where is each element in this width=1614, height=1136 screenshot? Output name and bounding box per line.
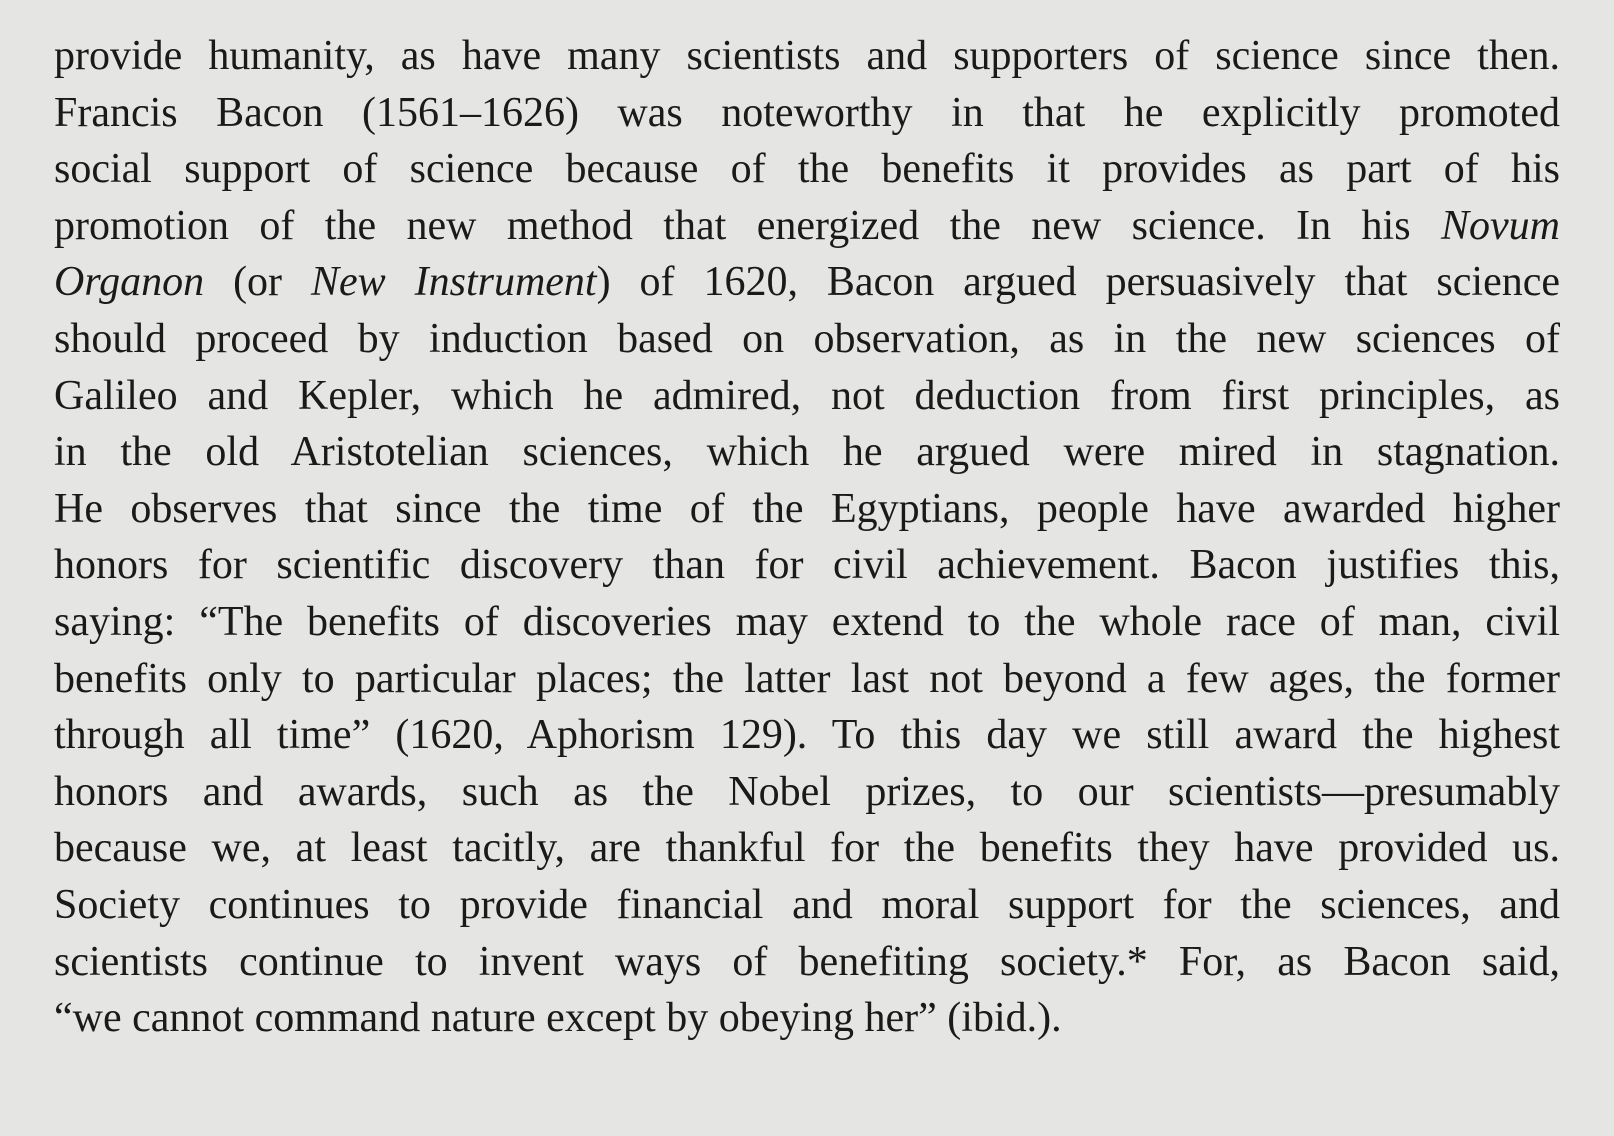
text-line-6: should proceed by induction based on observation, as in the new sciences of [54, 315, 1560, 362]
text-line-13: through all time” (1620, Aphorism 129). To this day we still award the highest [54, 712, 1560, 759]
text-line-17: scientists continue to invent ways of benefiting society.* For, as Bacon said, [54, 938, 1560, 985]
text-line-16: Society continues to provide financial and moral support for the sciences, and [54, 881, 1560, 928]
text-line-8: in the old Aristotelian sciences, which he argued were mired in stagnation. [54, 429, 1560, 476]
text-line-15: because we, at least tacitly, are thankful for the benefits they have provided us. [54, 825, 1560, 872]
text-line-2: Francis Bacon (1561–1626) was noteworthy in that he explicitly promoted [54, 89, 1560, 136]
text-line-1: provide humanity, as have many scientists and supporters of science since then. [54, 33, 1560, 79]
text-line-14: honors and awards, such as the Nobel prizes, to our scientists—presumably [54, 768, 1560, 815]
text-line-5: Organon (or New Instrument) of 1620, Bacon argued persuasively that science [54, 259, 1561, 306]
text-line-11: saying: “The benefits of discoveries may extend to the whole race of man, civil [54, 598, 1560, 645]
text-line-3: social support of science because of the benefits it provides as part of his [54, 146, 1560, 193]
italic-new-instrument: New Instrument [311, 259, 597, 306]
italic-novum: Novum [1441, 202, 1560, 249]
document-page [54, 28, 1560, 1047]
text-line-4: promotion of the new method that energized the new science. In his Novum [54, 202, 1560, 249]
text-line-9: He observes that since the time of the Egyptians, people have awarded higher [54, 485, 1560, 532]
text-line-10: honors for scientific discovery than for civil achievement. Bacon justifies this, [54, 542, 1560, 589]
text-line-12: benefits only to particular places; the latter last not beyond a few ages, the former [54, 655, 1560, 702]
italic-organon: Organon [54, 259, 205, 306]
text-line-7: Galileo and Kepler, which he admired, not deduction from first principles, as [54, 372, 1560, 419]
text-line-18: “we cannot command nature except by obeying her” (ibid.). [54, 995, 1062, 1042]
